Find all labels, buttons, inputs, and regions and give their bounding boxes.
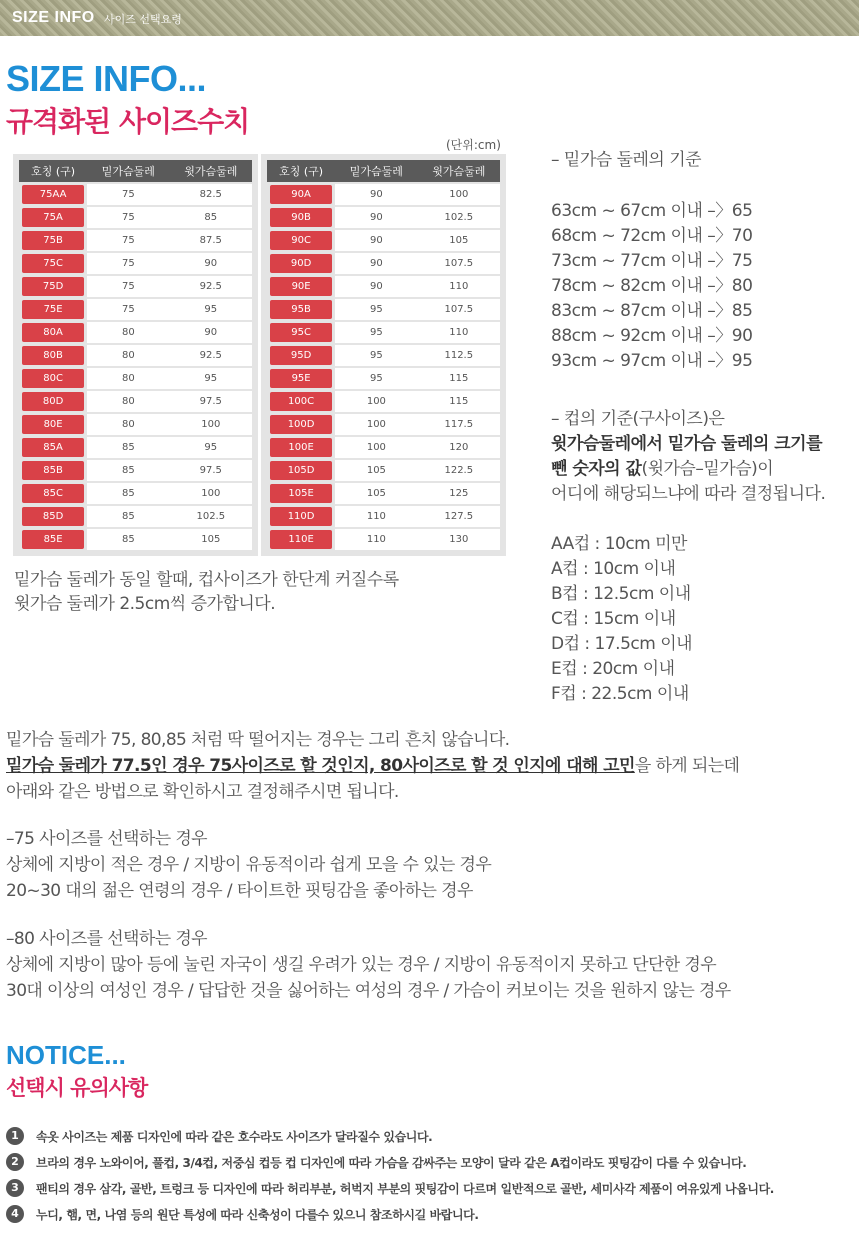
underbust-cell: 85	[87, 459, 169, 482]
unit-label: (단위:cm)	[446, 138, 501, 152]
size-code-cell	[267, 413, 335, 436]
underbust-cell: 80	[87, 413, 169, 436]
section-line: 30대 이상의 여성인 경우 / 답답한 것을 싫어하는 여성의 경우 / 가슴이 커보이는 것을 원하지 않는 경우	[6, 981, 731, 1001]
notice-item	[6, 1204, 479, 1224]
table-header: 밑가슴둘레	[87, 160, 169, 183]
overbust-cell: 100	[170, 482, 252, 505]
table-header: 밑가슴둘레	[335, 160, 417, 183]
table-row	[267, 413, 500, 436]
underbust-cell: 75	[87, 206, 169, 229]
para-line: 아래와 같은 방법으로 확인하시고 결정해주시면 됩니다.	[6, 782, 399, 802]
table-row	[267, 321, 500, 344]
overbust-cell: 97.5	[170, 459, 252, 482]
overbust-cell: 115	[418, 367, 500, 390]
table-row	[267, 390, 500, 413]
size-75-section	[6, 826, 491, 904]
size-code-cell	[19, 275, 87, 298]
table-row	[19, 344, 252, 367]
underbust-cell: 105	[335, 459, 417, 482]
size-code-cell	[19, 252, 87, 275]
size-code-cell	[19, 390, 87, 413]
overbust-cell: 110	[418, 321, 500, 344]
size-code-badge: 90B	[270, 208, 332, 227]
size-code-badge: 75B	[22, 231, 84, 250]
cup-desc: (윗가슴–밑가슴)이	[641, 459, 774, 479]
table-row	[19, 183, 252, 206]
table-row	[19, 252, 252, 275]
overbust-cell: 122.5	[418, 459, 500, 482]
table-row	[19, 298, 252, 321]
size-code-badge: 75E	[22, 300, 84, 319]
table-header: 윗가슴둘레	[170, 160, 252, 183]
table-row	[19, 528, 252, 550]
size-code-badge: 80C	[22, 369, 84, 388]
overbust-cell: 127.5	[418, 505, 500, 528]
size-code-cell	[267, 390, 335, 413]
underbust-cell: 95	[335, 367, 417, 390]
notice-text: 팬티의 경우 삼각, 골반, 트렁크 등 디자인에 따라 허리부분, 허벅지 부분의 핏팅감이 다르며 일반적으로 골반, 세미사각 제품이 여유있게 나옵니다.	[36, 1181, 774, 1196]
size-code-badge: 85C	[22, 484, 84, 503]
table-header: 윗가슴둘레	[418, 160, 500, 183]
size-code-badge: 100C	[270, 392, 332, 411]
size-code-cell	[19, 229, 87, 252]
underbust-row: 93cm ~ 97cm 이내 –〉95	[551, 351, 753, 371]
cup-guide	[551, 407, 825, 707]
table-row	[267, 252, 500, 275]
overbust-cell: 95	[170, 367, 252, 390]
size-code-badge: 100E	[270, 438, 332, 457]
table-row	[19, 229, 252, 252]
overbust-cell: 100	[418, 183, 500, 206]
table-row	[267, 367, 500, 390]
cup-row: C컵 : 15cm 이내	[551, 609, 676, 629]
notice-item	[6, 1126, 432, 1146]
table-row	[19, 459, 252, 482]
overbust-cell: 92.5	[170, 275, 252, 298]
cup-title: – 컵의 기준(구사이즈)은	[551, 409, 725, 429]
number-badge-icon: 3	[6, 1179, 24, 1197]
size-code-badge: 90A	[270, 185, 332, 204]
size-code-badge: 75D	[22, 277, 84, 296]
table-row	[19, 436, 252, 459]
size-code-cell	[267, 367, 335, 390]
underbust-row: 83cm ~ 87cm 이내 –〉85	[551, 301, 753, 321]
size-code-badge: 110E	[270, 530, 332, 549]
size-code-badge: 80A	[22, 323, 84, 342]
size-code-cell	[267, 183, 335, 206]
notice-item	[6, 1152, 746, 1172]
size-code-badge: 90C	[270, 231, 332, 250]
size-code-badge: 75C	[22, 254, 84, 273]
notice-subheading: 선택시 유의사항	[6, 1076, 148, 1100]
table-row	[267, 459, 500, 482]
size-code-cell	[19, 183, 87, 206]
underbust-row: 73cm ~ 77cm 이내 –〉75	[551, 251, 753, 271]
notice-text: 브라의 경우 노와이어, 풀컵, 3/4컵, 저중심 컵등 컵 디자인에 따라 가슴을 감싸주는 모양이 달라 같은 A컵이라도 핏팅감이 다를 수 있습니다.	[36, 1155, 747, 1170]
overbust-cell: 102.5	[170, 505, 252, 528]
overbust-cell: 92.5	[170, 344, 252, 367]
notice-text: 누디, 햄, 면, 나염 등의 원단 특성에 따라 신축성이 다를수 있으니 참조하시길 바랍니다.	[36, 1207, 479, 1222]
section-title: –75 사이즈를 선택하는 경우	[6, 829, 207, 849]
section-line: 상체에 지방이 적은 경우 / 지방이 유동적이라 쉽게 모을 수 있는 경우	[6, 855, 492, 875]
cup-row: B컵 : 12.5cm 이내	[551, 584, 691, 604]
underbust-title: – 밑가슴 둘레의 기준	[551, 150, 702, 170]
overbust-cell: 95	[170, 298, 252, 321]
underbust-cell: 80	[87, 390, 169, 413]
size-code-badge: 85E	[22, 530, 84, 549]
size-code-cell	[267, 528, 335, 550]
table-row	[19, 206, 252, 229]
table-row	[267, 344, 500, 367]
table-row	[267, 436, 500, 459]
size-code-cell	[19, 459, 87, 482]
overbust-cell: 120	[418, 436, 500, 459]
cup-row: A컵 : 10cm 이내	[551, 559, 676, 579]
explanation-paragraph	[6, 727, 739, 805]
size-code-cell	[19, 528, 87, 550]
table-row	[267, 528, 500, 550]
size-info-heading: SIZE INFO...	[6, 58, 207, 99]
size-code-badge: 85B	[22, 461, 84, 480]
table-row	[267, 298, 500, 321]
size-code-badge: 75A	[22, 208, 84, 227]
size-code-badge: 95E	[270, 369, 332, 388]
size-code-badge: 90E	[270, 277, 332, 296]
table-header: 호칭 (구)	[267, 160, 335, 183]
table-row	[19, 413, 252, 436]
size-code-cell	[267, 321, 335, 344]
underbust-cell: 80	[87, 321, 169, 344]
overbust-cell: 85	[170, 206, 252, 229]
size-code-cell	[267, 344, 335, 367]
underbust-cell: 90	[335, 183, 417, 206]
overbust-cell: 95	[170, 436, 252, 459]
overbust-cell: 90	[170, 321, 252, 344]
underbust-cell: 95	[335, 344, 417, 367]
table-row	[19, 275, 252, 298]
overbust-cell: 105	[170, 528, 252, 550]
size-80-section	[6, 926, 731, 1004]
underbust-cell: 95	[335, 298, 417, 321]
overbust-cell: 105	[418, 229, 500, 252]
underbust-row: 88cm ~ 92cm 이내 –〉90	[551, 326, 753, 346]
overbust-cell: 107.5	[418, 298, 500, 321]
overbust-cell: 100	[170, 413, 252, 436]
overbust-cell: 97.5	[170, 390, 252, 413]
para-line: 밑가슴 둘레가 75, 80,85 처럼 딱 떨어지는 경우는 그리 흔치 않습니다.	[6, 730, 510, 750]
overbust-cell: 115	[418, 390, 500, 413]
size-code-cell	[19, 298, 87, 321]
table-row	[267, 505, 500, 528]
size-code-cell	[267, 229, 335, 252]
section-line: 20~30 대의 젊은 연령의 경우 / 타이트한 핏팅감을 좋아하는 경우	[6, 881, 473, 901]
section-title: –80 사이즈를 선택하는 경우	[6, 929, 207, 949]
number-badge-icon: 1	[6, 1127, 24, 1145]
size-code-badge: 75AA	[22, 185, 84, 204]
underbust-cell: 105	[335, 482, 417, 505]
size-code-cell	[19, 436, 87, 459]
overbust-cell: 110	[418, 275, 500, 298]
overbust-cell: 130	[418, 528, 500, 550]
underbust-cell: 75	[87, 252, 169, 275]
table-row	[267, 183, 500, 206]
para-line: 을 하게 되는데	[634, 756, 740, 776]
banner-subtitle: 사이즈 선택요령	[104, 13, 182, 26]
table-row	[19, 367, 252, 390]
table-row	[19, 505, 252, 528]
underbust-cell: 80	[87, 367, 169, 390]
notice-heading: NOTICE...	[6, 1040, 126, 1070]
underbust-cell: 100	[335, 413, 417, 436]
size-code-cell	[267, 505, 335, 528]
cup-row: F컵 : 22.5cm 이내	[551, 684, 689, 704]
underbust-cell: 90	[335, 206, 417, 229]
cup-row: E컵 : 20cm 이내	[551, 659, 675, 679]
underbust-cell: 90	[335, 229, 417, 252]
size-code-badge: 80E	[22, 415, 84, 434]
size-code-badge: 80B	[22, 346, 84, 365]
size-code-cell	[19, 344, 87, 367]
top-banner	[0, 0, 859, 36]
size-code-cell	[267, 482, 335, 505]
size-code-cell	[19, 321, 87, 344]
para-emphasis: 밑가슴 둘레가 77.5인 경우 75사이즈로 할 것인지, 80사이즈로 할 것 인지에 대해 고민	[6, 756, 635, 776]
notice-text: 속옷 사이즈는 제품 디자인에 따라 같은 호수라도 사이즈가 달라질수 있습니다.	[36, 1129, 433, 1144]
size-code-badge: 95D	[270, 346, 332, 365]
size-code-badge: 95C	[270, 323, 332, 342]
size-code-badge: 85D	[22, 507, 84, 526]
table-row	[267, 275, 500, 298]
underbust-cell: 85	[87, 505, 169, 528]
underbust-cell: 110	[335, 505, 417, 528]
table-row	[267, 482, 500, 505]
overbust-cell: 112.5	[418, 344, 500, 367]
underbust-cell: 75	[87, 275, 169, 298]
number-badge-icon: 4	[6, 1205, 24, 1223]
cup-desc-bold: 윗가슴둘레에서 밑가슴 둘레의 크기를	[551, 434, 823, 454]
table-note	[14, 568, 399, 616]
size-code-badge: 90D	[270, 254, 332, 273]
table-row	[19, 321, 252, 344]
underbust-cell: 100	[335, 436, 417, 459]
overbust-cell: 87.5	[170, 229, 252, 252]
size-code-badge: 100D	[270, 415, 332, 434]
notice-item	[6, 1178, 774, 1198]
banner-title: SIZE INFO	[12, 9, 95, 26]
section-line: 상체에 지방이 많아 등에 눌린 자국이 생길 우려가 있는 경우 / 지방이 유동적이지 못하고 단단한 경우	[6, 955, 717, 975]
overbust-cell: 82.5	[170, 183, 252, 206]
size-code-badge: 80D	[22, 392, 84, 411]
underbust-cell: 85	[87, 482, 169, 505]
size-code-badge: 85A	[22, 438, 84, 457]
table-header: 호칭 (구)	[19, 160, 87, 183]
size-code-cell	[267, 459, 335, 482]
underbust-guide	[551, 148, 752, 374]
overbust-cell: 90	[170, 252, 252, 275]
number-badge-icon: 2	[6, 1153, 24, 1171]
table-note-line: 윗가슴 둘레가 2.5cm씩 증가합니다.	[14, 594, 276, 614]
size-code-cell	[19, 413, 87, 436]
size-code-badge: 95B	[270, 300, 332, 319]
underbust-cell: 110	[335, 528, 417, 550]
size-code-cell	[267, 275, 335, 298]
size-table-right	[261, 154, 506, 556]
cup-desc: 어디에 해당되느냐에 따라 결정됩니다.	[551, 484, 826, 504]
underbust-cell: 95	[335, 321, 417, 344]
underbust-cell: 75	[87, 229, 169, 252]
underbust-row: 78cm ~ 82cm 이내 –〉80	[551, 276, 753, 296]
table-note-line: 밑가슴 둘레가 동일 할때, 컵사이즈가 한단계 커질수록	[14, 570, 399, 590]
cup-row: D컵 : 17.5cm 이내	[551, 634, 693, 654]
underbust-cell: 85	[87, 528, 169, 550]
size-table-left	[13, 154, 258, 556]
table-row	[19, 390, 252, 413]
size-code-badge: 105E	[270, 484, 332, 503]
size-code-badge: 110D	[270, 507, 332, 526]
size-code-cell	[19, 482, 87, 505]
underbust-cell: 90	[335, 275, 417, 298]
size-code-cell	[267, 206, 335, 229]
table-row	[19, 482, 252, 505]
size-code-cell	[19, 367, 87, 390]
underbust-row: 68cm ~ 72cm 이내 –〉70	[551, 226, 753, 246]
overbust-cell: 102.5	[418, 206, 500, 229]
size-code-cell	[19, 505, 87, 528]
size-code-cell	[267, 436, 335, 459]
size-code-badge: 105D	[270, 461, 332, 480]
table-row	[267, 229, 500, 252]
underbust-cell: 75	[87, 298, 169, 321]
underbust-cell: 90	[335, 252, 417, 275]
underbust-row: 63cm ~ 67cm 이내 –〉65	[551, 201, 753, 221]
cup-desc-bold: 뺀 숫자의 값	[551, 459, 642, 479]
size-code-cell	[19, 206, 87, 229]
size-code-cell	[267, 298, 335, 321]
underbust-cell: 80	[87, 344, 169, 367]
cup-row: AA컵 : 10cm 미만	[551, 534, 687, 554]
size-info-subheading: 규격화된 사이즈수치	[6, 105, 250, 138]
overbust-cell: 125	[418, 482, 500, 505]
overbust-cell: 107.5	[418, 252, 500, 275]
overbust-cell: 117.5	[418, 413, 500, 436]
size-code-cell	[267, 252, 335, 275]
underbust-cell: 100	[335, 390, 417, 413]
underbust-cell: 85	[87, 436, 169, 459]
underbust-cell: 75	[87, 183, 169, 206]
table-row	[267, 206, 500, 229]
